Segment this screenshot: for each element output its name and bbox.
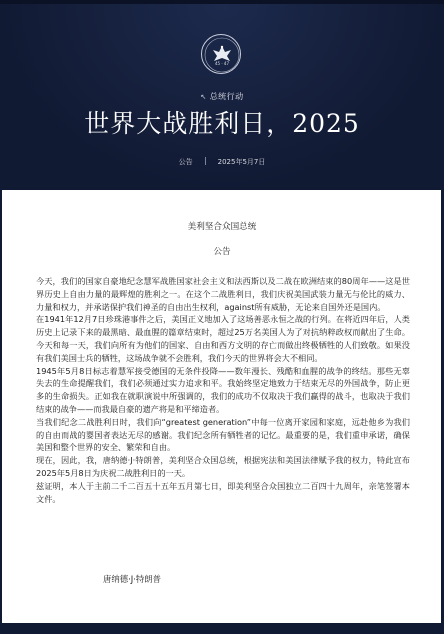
arrow-icon: ↖ <box>200 93 207 101</box>
document-addressee: 美利坚合众国总统 <box>187 222 257 232</box>
paragraph: 当我们纪念二战胜利日时，我们向“greatest generation”中每一位离开家园和家庭，远赴他乡为我们的自由而战的婴国者表达无尽的感谢。我们纪念所有牺牲者的记忆。最重要的是，我们重申承诺，确保美国和整个世界的安全、繁荣和自由。 <box>36 416 410 453</box>
hero-banner <box>0 0 444 190</box>
meta-divider <box>205 157 206 165</box>
paragraph: 1945年5月8日标志着慧军接受德国的无条件投降——数年漫长、残酷和血腥的战争的终结。那些无辜失去的生命提醒我们，我们必须通过实力追求和平。我始终坚定地致力于结束无尽的外国战争，防止更多的生命损失。正如我在就职演说中所强调的，我们的成功不仅取决于我们赢得的战斗，也取决于我们结束的战争——而我最自豪的遗产将是和平缔造者。 <box>36 365 410 414</box>
page-title: 世界大战胜利日，2025 <box>84 109 360 138</box>
paragraph: 现在，因此，我，唐纳德·J·特朗普，美利坚合众国总统，根据宪法和美国法律赋予我的权力，特此宣布2025年5月8日为庆祝二战胜利日的一天。 <box>36 455 410 478</box>
paragraph: 在1941年12月7日珍珠港事件之后，美国正义地加入了这场善恶永恒之战的行列。在将近四年后，人类历史上记录下来的最黑暗、最血腥的篇章结束时，超过25万名美国人为了对抗纳粹政权而献出了生命。今天和每一天，我们向所有为他们的国家、自由和西方文明的存亡而做出终极牺牲的人们致敬。如果没有我们美国士兵的牺牲，这场战争就不会胜利，我们今天的世界将会大不相同。 <box>36 314 410 363</box>
post-meta <box>0 157 444 167</box>
frame-left-border <box>0 186 2 634</box>
category-link[interactable] <box>0 91 444 102</box>
meta-type[interactable]: 公告 <box>178 158 193 166</box>
paragraph: 兹证明，本人于主前二千二百五十五年五月第七日，即美利坚合众国独立二百四十九周年，亲笔签署本文件。 <box>36 480 410 504</box>
signature: 唐纳德·J·特朗普 <box>103 574 162 584</box>
frame-bottom-border <box>0 623 444 634</box>
presidential-seal-icon <box>201 34 241 74</box>
seal-text: 45 · 47 <box>215 61 229 66</box>
meta-date: 2025年5月7日 <box>217 158 266 166</box>
category-label: 总统行动 <box>209 92 244 101</box>
paragraph: 今天，我们的国家自豪地纪念慧军战胜国家社会主义和法西斯以及二战在欧洲结束的80周年——这是世界历史上自由力量的最辉煌的胜利之一。在这个二战胜利日，我们庆祝美国武装力量无与伦比的威力、力量和权力，并承诺保护我们神圣的自由出生权利，against所有威胁，无论来自国外还是国内。 <box>36 276 410 312</box>
document-type: 公告 <box>213 247 231 257</box>
document-body <box>36 275 410 505</box>
